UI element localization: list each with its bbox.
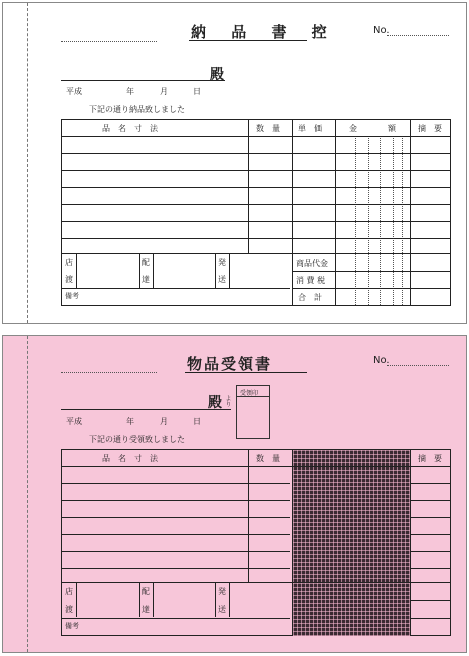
date-year: 年: [126, 87, 134, 96]
recipient-honorific: 殿: [208, 395, 222, 411]
shipping-label-1: 発: [218, 258, 226, 267]
recipient-honorific: 殿: [210, 67, 224, 83]
date-day: 日: [193, 417, 201, 426]
total-sum-label: 合 計: [298, 293, 322, 302]
items-table: [61, 119, 451, 254]
receipt-statement: 下記の通り受領致しました: [89, 435, 185, 444]
receipt-slip: [2, 335, 467, 653]
shipping-label-1: 発: [218, 587, 226, 596]
number-field: [387, 35, 449, 36]
header-remarks: 摘 要: [418, 124, 442, 133]
page-title: 物品受領書: [187, 355, 273, 373]
number-field: [387, 365, 449, 366]
recipient-line: [61, 409, 231, 410]
total-tax-label: 消 費 税: [296, 276, 326, 285]
date-era: 平成: [66, 87, 82, 96]
from-label: より: [224, 395, 231, 407]
header-quantity: 数 量: [256, 454, 280, 463]
number-label: No.: [373, 25, 390, 36]
perforation-line: [27, 336, 28, 652]
date-month: 月: [160, 87, 168, 96]
shaded-area: [293, 450, 410, 583]
title-underline: [185, 372, 307, 373]
header-item: 品 名 寸 法: [102, 124, 158, 133]
total-goods-label: 商品代金: [296, 259, 328, 268]
delivery-slip-copy: [2, 2, 467, 324]
notes-label: 備考: [65, 292, 79, 300]
receipt-stamp-box: [236, 385, 270, 439]
top-left-dotted-line: [61, 372, 157, 373]
number-label: No.: [373, 355, 390, 366]
stamp-label: 受領印: [240, 390, 259, 397]
header-remarks: 摘 要: [418, 454, 442, 463]
shop-label-1: 店: [65, 258, 73, 267]
shop-label-2: 渡: [65, 275, 73, 284]
header-quantity: 数 量: [256, 124, 280, 133]
page-title: 納 品 書 控: [191, 23, 337, 41]
notes-label: 備考: [65, 622, 79, 630]
shop-label-2: 渡: [65, 605, 73, 614]
top-left-dotted-line: [61, 41, 157, 42]
header-item: 品 名 寸 法: [102, 454, 158, 463]
title-underline: [189, 40, 307, 41]
header-amount-2: 額: [388, 124, 396, 133]
date-day: 日: [193, 87, 201, 96]
date-era: 平成: [66, 417, 82, 426]
footer-table: [61, 582, 451, 636]
header-unit-price: 単 価: [298, 124, 322, 133]
shipping-label-2: 送: [218, 605, 226, 614]
date-month: 月: [160, 417, 168, 426]
delivery-label-1: 配: [142, 587, 150, 596]
delivery-statement: 下記の通り納品致しました: [89, 105, 185, 114]
footer-table: [61, 253, 451, 306]
perforation-line: [27, 3, 28, 323]
shaded-area-footer: [293, 583, 410, 636]
shop-label-1: 店: [65, 587, 73, 596]
shipping-label-2: 送: [218, 275, 226, 284]
delivery-label-2: 達: [142, 605, 150, 614]
delivery-label-2: 達: [142, 275, 150, 284]
items-table: [61, 449, 451, 583]
recipient-line: [61, 80, 225, 81]
header-amount-1: 金: [349, 124, 357, 133]
delivery-label-1: 配: [142, 258, 150, 267]
date-year: 年: [126, 417, 134, 426]
